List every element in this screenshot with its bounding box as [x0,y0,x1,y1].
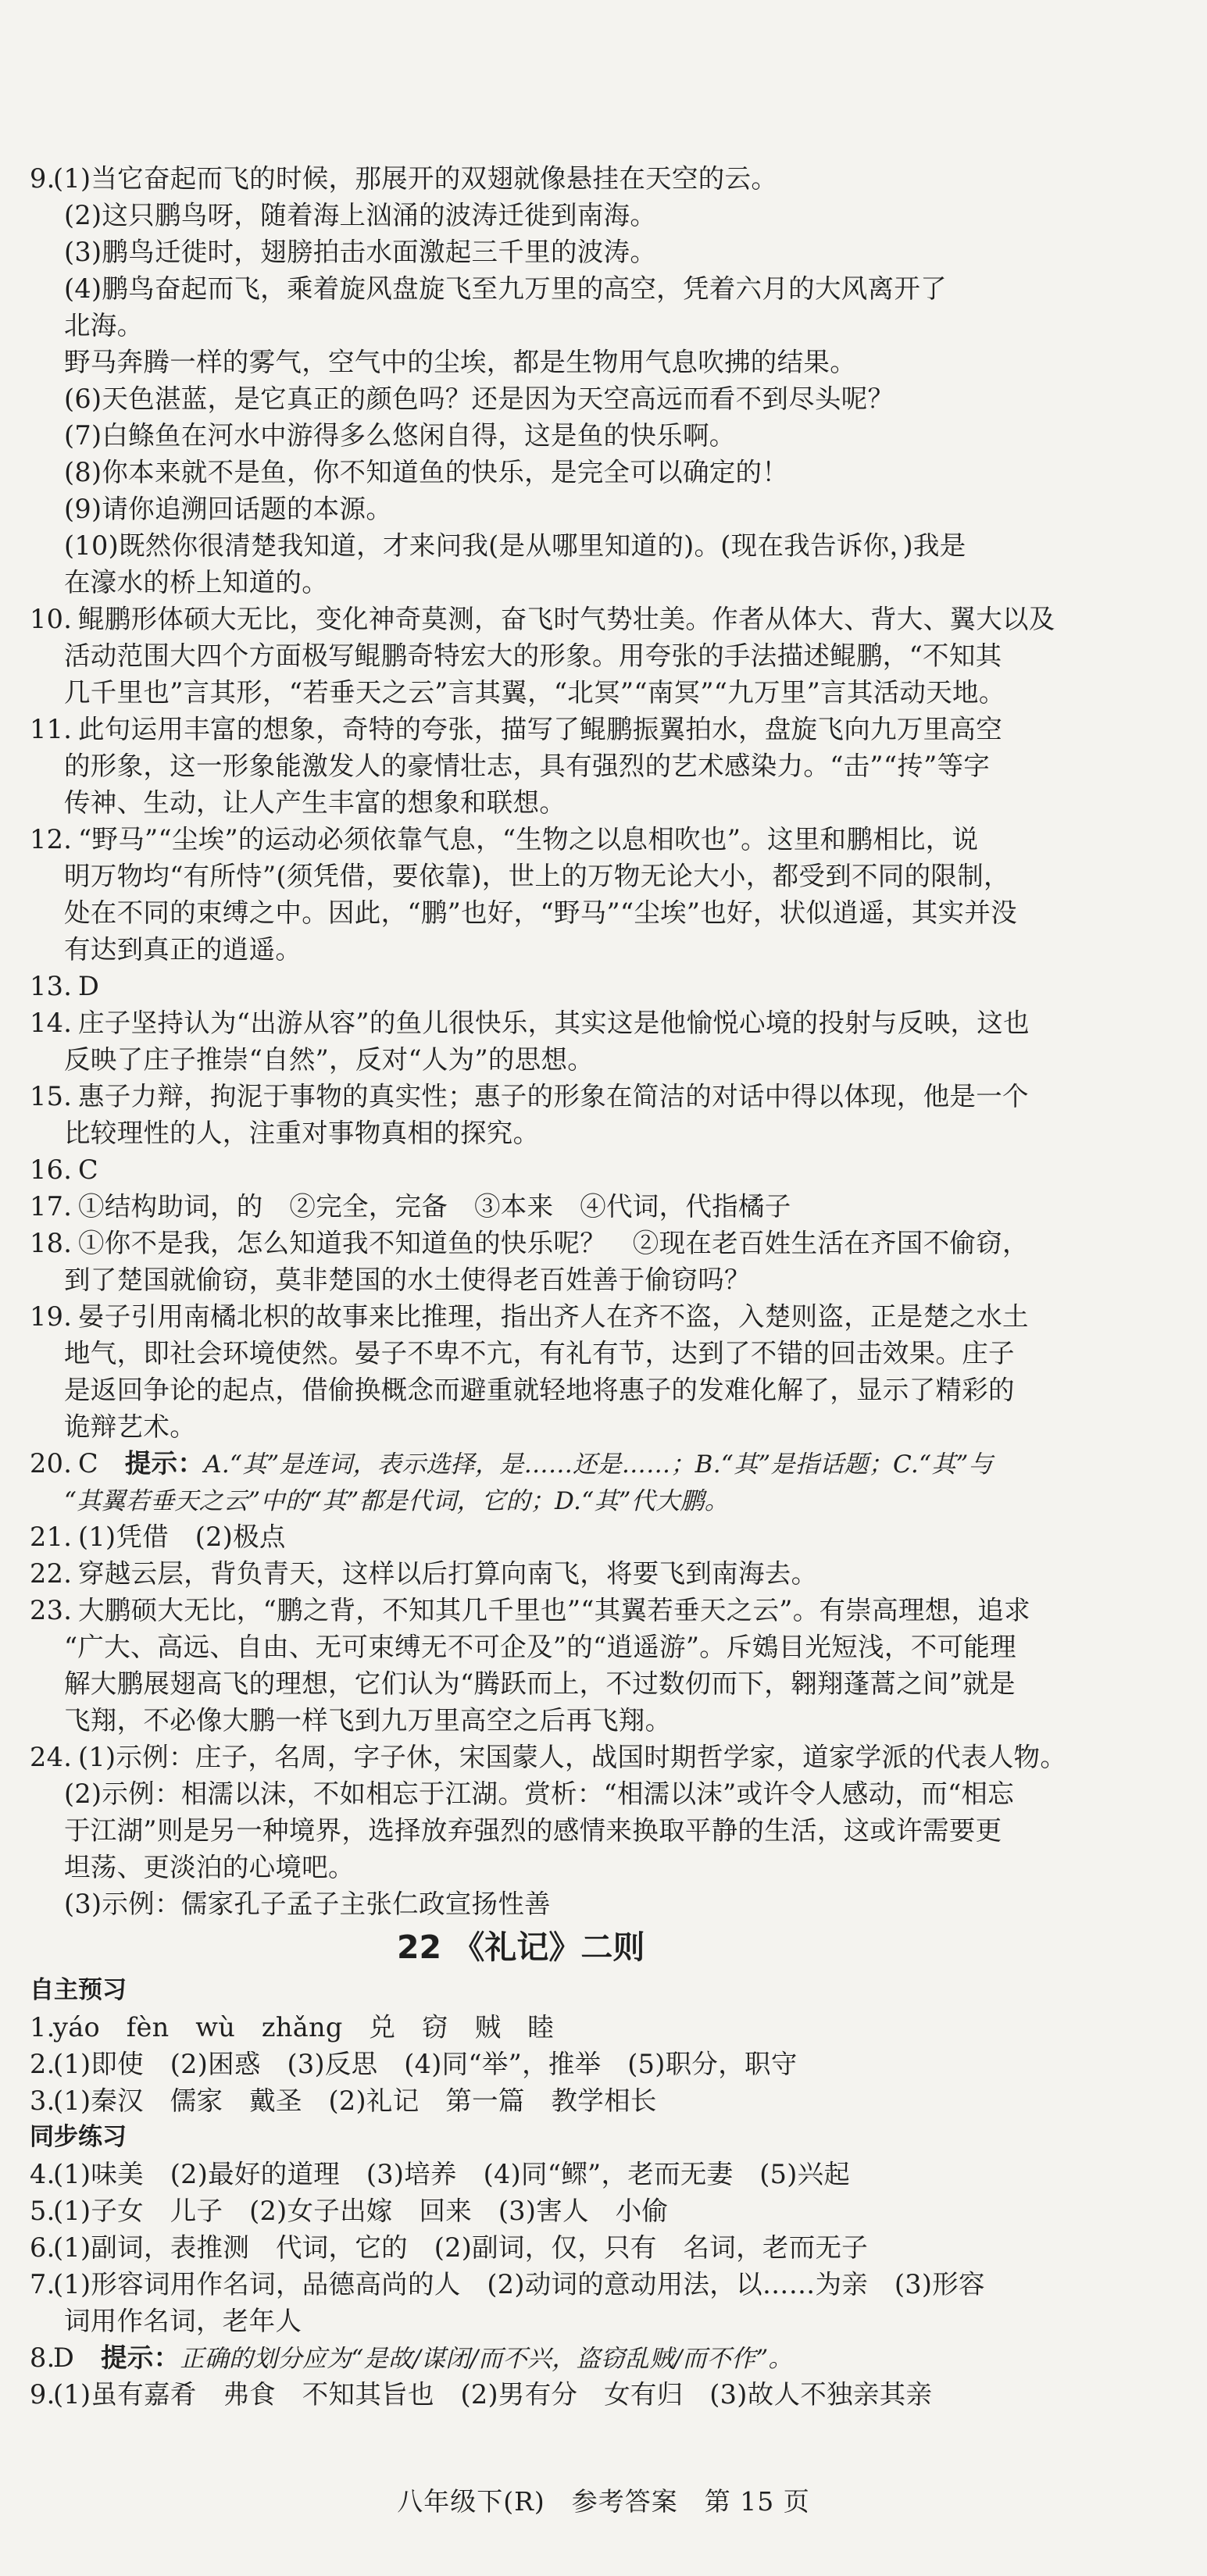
line-text-wrap [53,2009,554,2046]
item-number: 16. [30,1154,73,1185]
line-text: (6)天色湛蓝，是它真正的颜色吗？还是因为天空高远而看不到尽头呢？ [64,384,895,414]
line-text-wrap [53,2266,985,2303]
line-text-wrap [53,2192,668,2229]
line-text-wrap [53,2082,657,2119]
line-text-wrap [53,2046,798,2082]
answer-line [30,1445,1178,1482]
line-text-wrap [64,491,392,527]
answer-line [30,2046,1178,2082]
line-text-wrap [64,1886,551,1922]
answer-line [30,1775,1178,1812]
line-text: (3)鹏鸟迁徙时，翅膀拍击水面激起三千里的波涛。 [64,237,657,267]
line-text: (2)这只鹏鸟呀，随着海上汹涌的波涛迁徙到南海。 [64,200,657,230]
line-text: (1)子女 儿子 (2)女子出嫁 回来 (3)害人 小偷 [53,2196,669,2226]
answer-line [30,2009,1178,2046]
line-text: 的形象，这一形象能激发人的豪情壮志，具有强烈的艺术感染力。“击”“抟”等字 [64,751,991,781]
line-text: D [53,2342,101,2373]
answer-line [30,821,1178,858]
answer-line [30,1372,1178,1408]
hint-text: “其翼若垂天之云”中的“其”都是代词，它的；D.“其”代大鹏。 [64,1487,729,1515]
line-text: 在濠水的桥上知道的。 [64,567,328,598]
line-text-wrap [78,968,99,1004]
item-number: 2. [30,2049,55,2079]
line-text: (8)你本来就不是鱼，你不知道鱼的快乐，是完全可以确定的！ [64,457,789,487]
line-text: 晏子引用南橘北枳的故事来比推理，指出齐人在齐不盗，入楚则盗，正是楚之水土 [78,1301,1029,1332]
line-text-wrap [64,1775,1014,1812]
answer-line [30,1188,1178,1225]
line-text: D [78,971,100,1001]
item-number: 13. [30,971,73,1001]
answer-line [30,417,1178,454]
line-text-wrap [78,711,1002,747]
answer-line [30,784,1178,821]
line-text: 鲲鹏形体硕大无比，变化神奇莫测，奋飞时气势壮美。作者从体大、背大、翼大以及 [78,604,1055,634]
line-text-wrap [64,894,1017,931]
line-text: 词用作名词，老年人 [64,2306,302,2336]
line-text-wrap [78,1298,1029,1335]
line-text-wrap [53,2229,868,2266]
answer-line [30,2376,1178,2413]
line-text: 此句运用丰富的想象，奇特的夸张，描写了鲲鹏振翼拍水，盘旋飞向九万里高空 [78,714,1002,744]
line-text: 庄子坚持认为“出游从容”的鱼儿很快乐，其实这是他愉悦心境的投射与反映，这也 [78,1008,1030,1038]
line-text: ①你不是我，怎么知道我不知道鱼的快乐呢？ ②现在老百姓生活在齐国不偷窃， [78,1228,1029,1258]
answer-line [30,1298,1178,1335]
subsection-heading: 自主预习 [30,1976,127,2004]
line-text: 大鹏硕大无比，“鹏之背，不知其几千里也”“其翼若垂天之云”。有崇高理想，追求 [78,1595,1030,1625]
line-text: C [78,1448,125,1479]
line-text: (2)示例：相濡以沫，不如相忘于江湖。赏析：“相濡以沫”或许令人感动，而“相忘 [64,1779,1015,1809]
answer-line [30,454,1178,491]
answer-line [30,1702,1178,1739]
item-number: 3. [30,2085,55,2116]
line-text: (1)当它奋起而飞的时候，那展开的双翅就像悬挂在天空的云。 [53,163,778,194]
answer-line [30,307,1178,344]
line-text: 惠子力辩，拘泥于事物的真实性；惠子的形象在简洁的对话中得以体现，他是一个 [78,1081,1029,1111]
item-number: 18. [30,1228,73,1258]
answer-line [30,2266,1178,2303]
line-text: 比较理性的人，注重对事物真相的探究。 [64,1118,540,1148]
line-text-wrap [78,1445,993,1483]
hint-text: A.“其”是连词，表示选择，是……还是……；B.“其”是指话题；C.“其”与 [204,1450,993,1479]
page-footer: 八年级下(R) 参考答案 第 15 页 [397,2486,810,2517]
line-text-wrap [64,380,894,417]
item-number: 8. [30,2342,55,2373]
answer-line [30,270,1178,307]
line-text-wrap [64,2303,302,2339]
answer-line [30,1225,1178,1261]
answer-line [30,2082,1178,2119]
line-text-wrap [78,1004,1030,1041]
item-number: 20. [30,1448,73,1479]
item-number: 6. [30,2232,55,2263]
line-text: (1)虽有嘉肴 弗食 不知其旨也 (2)男有分 女有归 (3)故人不独亲其亲 [53,2379,933,2410]
answer-line [30,1408,1178,1445]
line-text-wrap [78,1739,1066,1775]
answer-content [30,160,1178,2413]
line-text: (1)凭借 (2)极点 [78,1522,286,1552]
line-text-wrap [64,307,143,344]
answer-line [30,637,1178,674]
line-text-wrap [64,1335,1015,1372]
line-text-wrap [78,1225,1029,1261]
item-number: 24. [30,1742,73,1772]
answer-line [30,2303,1178,2339]
answer-line [30,234,1178,270]
line-text: 反映了庄子推崇“自然”，反对“人为”的思想。 [64,1044,595,1075]
line-text-wrap [64,1482,729,1520]
answer-line [30,1335,1178,1372]
line-text-wrap [64,1702,671,1739]
answer-line [30,1739,1178,1775]
answer-line [30,674,1178,711]
item-number: 21. [30,1522,73,1552]
hint-label: 提示： [124,1448,205,1479]
line-text-wrap [53,160,777,197]
line-text-wrap [78,821,978,858]
line-text-wrap [64,1115,539,1151]
item-number: 15. [30,1081,73,1111]
line-text-wrap [64,674,1005,711]
item-number: 10. [30,604,73,634]
line-text: 活动范围大四个方面极写鲲鹏奇特宏大的形象。用夸张的手法描述鲲鹏，“不知其 [64,640,1002,671]
answer-line [30,1004,1178,1041]
answer-line [30,601,1178,637]
line-text: (4)鹏鸟奋起而飞，乘着旋风盘旋飞至九万里的高空，凭着六月的大风离开了 [64,273,947,304]
answer-line [30,1849,1178,1886]
line-text-wrap [64,270,947,307]
item-number: 14. [30,1008,73,1038]
answer-line [30,491,1178,527]
item-number: 12. [30,824,73,855]
answer-line [30,380,1178,417]
answer-line [30,2156,1178,2192]
answer-line [30,1261,1178,1298]
line-text: 北海。 [64,310,144,341]
line-text-wrap [64,417,736,454]
line-text: 传神、生动，让人产生丰富的想象和联想。 [64,787,566,818]
answer-line [30,1886,1178,1922]
line-text-wrap [64,784,566,821]
line-text-wrap [64,454,788,491]
line-text-wrap [64,1849,355,1886]
item-number: 22. [30,1558,73,1589]
line-text-wrap [64,234,656,270]
line-text-wrap [64,344,856,380]
line-text: (1)副词，表推测 代词，它的 (2)副词，仅，只有 名词，老而无子 [53,2232,869,2263]
answer-line [30,344,1178,380]
item-number: 19. [30,1301,73,1332]
item-number: 1. [30,2012,55,2043]
item-number: 4. [30,2159,55,2189]
item-number: 5. [30,2196,55,2226]
line-text: C [78,1154,98,1185]
answer-line [30,894,1178,931]
line-text: 于江湖”则是另一种境界，选择放弃强烈的感情来换取平静的生活，这或许需要更 [64,1815,1002,1846]
line-text-wrap [78,1592,1030,1629]
answer-line [30,527,1178,564]
answer-line [30,1482,1178,1518]
item-number: 9. [30,2379,55,2410]
answer-line [30,711,1178,747]
line-text-wrap [78,1151,98,1188]
line-text: 到了楚国就偷窃，莫非楚国的水土使得老百姓善于偷窃吗？ [64,1265,751,1295]
item-number: 23. [30,1595,73,1625]
item-number: 7. [30,2269,55,2299]
answer-line [30,1518,1178,1555]
line-text-wrap [64,1408,196,1445]
section-title: 22 《礼记》二则 [397,1928,645,1966]
answer-line [30,1041,1178,1078]
answer-line [30,2339,1178,2376]
line-text-wrap [64,527,966,564]
line-text-wrap [53,2156,850,2192]
line-text-wrap [64,1261,751,1298]
line-text-wrap [78,1555,817,1592]
line-text: 野马奔腾一样的雾气，空气中的尘埃，都是生物用气息吹拂的结果。 [64,347,856,377]
answer-line [30,197,1178,234]
hint-text: 正确的划分应为“是故/谋闭/而不兴，盗窃乱贼/而不作”。 [180,2345,793,2373]
line-text-wrap [64,1372,1015,1408]
answer-line [30,2192,1178,2229]
answer-line [30,858,1178,894]
line-text: 处在不同的束缚之中。因此，“鹏”也好，“野马”“尘埃”也好，状似逍遥，其实并没 [64,897,1017,928]
line-text-wrap [64,1041,594,1078]
answer-line [30,1592,1178,1629]
item-number: 9. [30,163,55,194]
line-text: “广大、高远、自由、无可束缚无不可企及”的“逍遥游”。斥鴳目光短浅，不可能理 [64,1632,1016,1662]
line-text-wrap [64,1665,1016,1702]
line-text: (1)形容词用作名词，品德高尚的人 (2)动词的意动用法，以……为亲 (3)形容 [53,2269,985,2299]
line-text-wrap [53,2376,932,2413]
answer-line [30,1629,1178,1665]
line-text-wrap [78,1078,1029,1115]
line-text: (3)示例：儒家孔子孟子主张仁政宣扬性善 [64,1889,551,1919]
line-text: (9)请你追溯回话题的本源。 [64,494,393,524]
answer-line [30,1115,1178,1151]
subsection-heading: 同步练习 [30,2123,127,2151]
answer-line [30,1151,1178,1188]
line-text-wrap [64,1812,1002,1849]
line-text: (1)秦汉 儒家 戴圣 (2)礼记 第一篇 教学相长 [53,2085,657,2116]
answer-line [30,2229,1178,2266]
answer-line [30,747,1178,784]
line-text: 诡辩艺术。 [64,1411,196,1442]
line-text: 坦荡、更淡泊的心境吧。 [64,1852,355,1882]
line-text: 是返回争论的起点，借偷换概念而避重就轻地将惠子的发难化解了，显示了精彩的 [64,1375,1015,1405]
answer-line [30,968,1178,1004]
line-text: 解大鹏展翅高飞的理想，它们认为“腾跃而上，不过数仞而下，翱翔蓬蒿之间”就是 [64,1668,1016,1699]
answer-line [30,160,1178,197]
line-text: (1)示例：庄子，名周，字子休，宋国蒙人，战国时期哲学家，道家学派的代表人物。 [78,1742,1067,1772]
line-text: 穿越云层，背负青天，这样以后打算向南飞，将要飞到南海去。 [78,1558,818,1589]
answer-line [30,1078,1178,1115]
line-text: 明万物均“有所恃”(须凭借，要依靠)，世上的万物无论大小，都受到不同的限制， [64,861,1010,891]
answer-line [30,931,1178,968]
answer-line [30,1555,1178,1592]
line-text: 地气，即社会环境使然。晏子不卑不亢，有礼有节，达到了不错的回击效果。庄子 [64,1338,1015,1368]
hint-label: 提示： [100,2342,180,2373]
line-text-wrap [64,747,990,784]
line-text-wrap [78,1188,791,1225]
answer-line [30,564,1178,601]
line-text-wrap [64,858,1010,894]
line-text: (7)白鲦鱼在河水中游得多么悠闲自得，这是鱼的快乐啊。 [64,420,736,451]
line-text: 几千里也”言其形，“若垂天之云”言其翼，“北冥”“南冥”“九万里”言其活动天地。 [64,677,1005,708]
line-text: ①结构助词，的 ②完全，完备 ③本来 ④代词，代指橘子 [78,1191,791,1222]
line-text: (1)即使 (2)困惑 (3)反思 (4)同“举”，推举 (5)职分，职守 [53,2049,798,2079]
line-text-wrap [53,2339,793,2378]
line-text-wrap [64,931,302,968]
line-text-wrap [78,1518,286,1555]
line-text: 飞翔，不必像大鹏一样飞到九万里高空之后再飞翔。 [64,1705,672,1736]
line-text-wrap [78,601,1055,637]
line-text-wrap [64,564,328,601]
item-number: 17. [30,1191,73,1222]
line-text-wrap [64,1629,1016,1665]
answer-line [30,1665,1178,1702]
line-text-wrap [64,637,1002,674]
item-number: 11. [30,714,73,744]
line-text-wrap [64,197,656,234]
line-text: 有达到真正的逍遥。 [64,934,302,965]
line-text: (10)既然你很清楚我知道，才来问我(是从哪里知道的)。(现在我告诉你，)我是 [64,530,966,561]
line-text: yáo fèn wù zhǎng 兑 窃 贼 睦 [53,2012,555,2043]
line-text: “野马”“尘埃”的运动必须依靠气息，“生物之以息相吹也”。这里和鹏相比，说 [78,824,979,855]
line-text: (1)味美 (2)最好的道理 (3)培养 (4)同“鳏”，老而无妻 (5)兴起 [53,2159,851,2189]
answer-line [30,1812,1178,1849]
